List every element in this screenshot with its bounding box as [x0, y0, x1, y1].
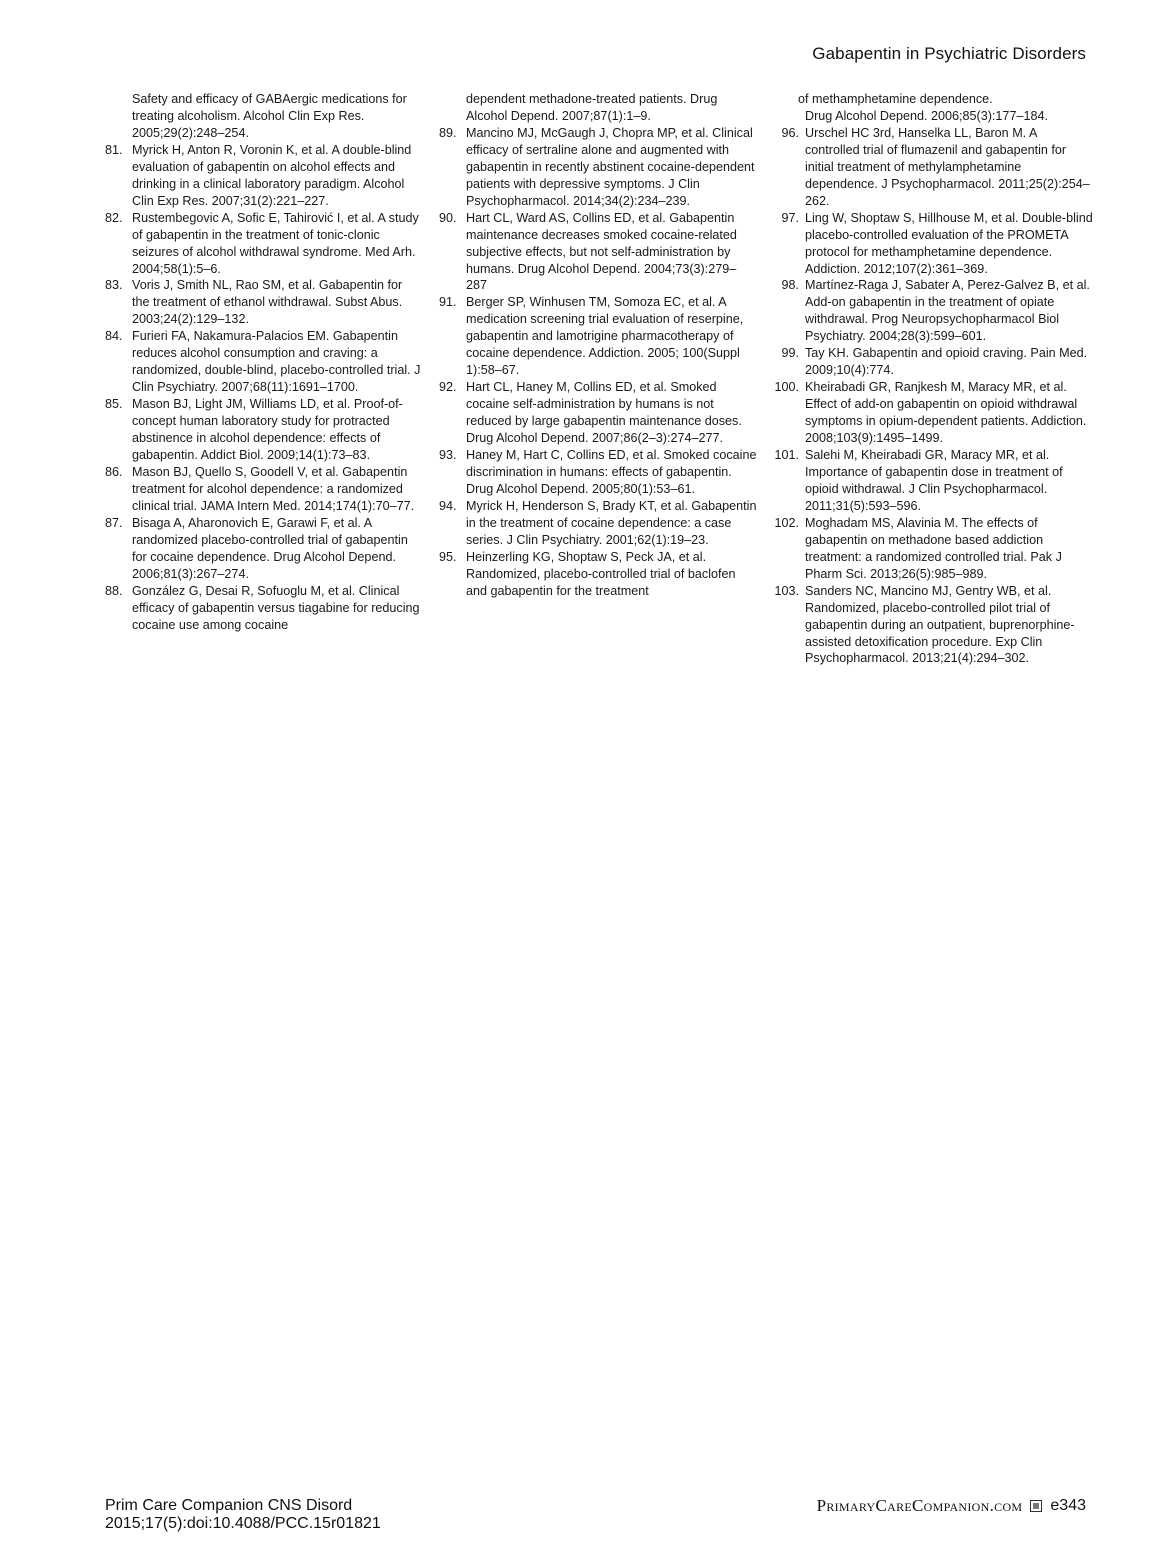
reference-item — [772, 277, 1094, 345]
reference-number: 102. — [774, 515, 799, 530]
reference-number: 99. — [781, 346, 799, 361]
reference-text: Tay KH. Gabapentin and opioid craving. Pain Med. 2009;10(4):774. — [805, 346, 1088, 378]
reference-number: 88. — [105, 583, 123, 598]
reference-text: Mancino MJ, McGaugh J, Chopra MP, et al. Clinical efficacy of sertraline alone and augmented with gabapentin in recently abstinent cocaine-dependent patients with depressive symptoms. J Clin Psychopharmacol. 2014;34(2):234–239. — [466, 125, 755, 208]
reference-item — [105, 515, 423, 583]
reference-number: 101. — [774, 448, 799, 463]
footer-citation-block — [105, 1497, 381, 1533]
reference-item — [772, 125, 1094, 210]
reference-item — [439, 447, 757, 498]
reference-number: 83. — [105, 278, 123, 293]
reference-text: Sanders NC, Mancino MJ, Gentry WB, et al. Randomized, placebo-controlled pilot trial of gabapentin during an outpatient, buprenorphine-assisted detoxification procedure. Exp Clin Psychopharmacol. 2013;21(4):294–302. — [805, 583, 1075, 666]
reference-item — [105, 396, 423, 464]
footer-site: PrimaryCareCompanion.com — [816, 1496, 1023, 1515]
reference-text: Martínez-Raga J, Sabater A, Perez-Galvez B, et al. Add-on gabapentin in the treatment of opiate withdrawal. Prog Neuropsychopharmacol Biol Psychiatry. 2004;28(3):599–601. — [805, 278, 1090, 344]
reference-column-2 — [439, 91, 757, 600]
reference-text: Kheirabadi GR, Ranjkesh M, Maracy MR, et al. Effect of add-on gabapentin on opioid withdrawal symptoms in opium-dependent patients. Addiction. 2008;103(9):1495–1499. — [805, 380, 1087, 446]
reference-continuation: dependent methadone-treated patients. Drug Alcohol Depend. 2007;87(1):1–9. — [466, 92, 718, 123]
reference-continuation: of methamphetamine dependence. — [798, 92, 993, 106]
reference-text: Mason BJ, Quello S, Goodell V, et al. Gabapentin treatment for alcohol dependence: a randomized clinical trial. JAMA Intern Med. 2014;174(1):70–77. — [132, 464, 415, 513]
reference-item — [105, 464, 423, 515]
reference-number: 93. — [439, 448, 457, 463]
reference-item — [439, 210, 757, 295]
reference-item — [105, 277, 423, 328]
reference-number: 97. — [781, 210, 799, 225]
reference-text: Heinzerling KG, Shoptaw S, Peck JA, et al. Randomized, placebo-controlled trial of baclofen and gabapentin for the treatment — [466, 549, 736, 598]
reference-text: Salehi M, Kheirabadi GR, Maracy MR, et al. Importance of gabapentin dose in treatment of opioid withdrawal. J Clin Psychopharmacol. 2011;31(5):593–596. — [805, 448, 1063, 513]
reference-item — [439, 294, 757, 379]
reference-text: Hart CL, Ward AS, Collins ED, et al. Gabapentin maintenance decreases smoked cocaine-related subjective effects, but not self-administration by humans. Drug Alcohol Depend. 2004;73(3):279–287 — [466, 210, 737, 293]
reference-number: 90. — [439, 210, 457, 225]
reference-text: Myrick H, Henderson S, Brady KT, et al. Gabapentin in the treatment of cocaine dependence: a case series. J Clin Psychiatry. 2001;62(1):19–23. — [466, 498, 757, 547]
reference-item — [105, 210, 423, 278]
reference-number: 98. — [781, 278, 799, 293]
reference-number: 95. — [439, 549, 457, 564]
reference-text: Ling W, Shoptaw S, Hillhouse M, et al. Double-blind placebo-controlled evaluation of the PROMETA protocol for methamphetamine dependence. Addiction. 2012;107(2):361–369. — [805, 210, 1093, 276]
footer-journal: Prim Care Companion CNS Disord — [105, 1497, 353, 1514]
reference-item — [772, 515, 1094, 583]
reference-item — [772, 583, 1094, 668]
reference-text: Voris J, Smith NL, Rao SM, et al. Gabapentin for the treatment of ethanol withdrawal. Subst Abus. 2003;24(2):129–132. — [132, 278, 403, 327]
reference-text: Bisaga A, Aharonovich E, Garawi F, et al. A randomized placebo-controlled trial of gabapentin for cocaine dependence. Drug Alcohol Depend. 2006;81(3):267–274. — [132, 515, 408, 581]
reference-item — [105, 583, 423, 634]
reference-text: Haney M, Hart C, Collins ED, et al. Smoked cocaine discrimination in humans: effects of gabapentin. Drug Alcohol Depend. 2005;80(1):53–61. — [466, 448, 757, 496]
reference-item — [772, 210, 1094, 278]
reference-number: 85. — [105, 397, 123, 412]
reference-text: Urschel HC 3rd, Hanselka LL, Baron M. A controlled trial of flumazenil and gabapentin for initial treatment of methylamphetamine dependence. J Psychopharmacol. 2011;25(2):254–262. — [805, 125, 1090, 208]
reference-item — [772, 379, 1094, 447]
reference-item — [772, 345, 1094, 379]
reference-number: 89. — [439, 125, 457, 140]
reference-item — [439, 549, 757, 600]
reference-number: 103. — [774, 583, 799, 598]
reference-item — [105, 142, 423, 210]
reference-number: 86. — [105, 464, 123, 479]
reference-item — [439, 125, 757, 210]
reference-number: 92. — [439, 380, 457, 395]
reference-item — [105, 328, 423, 396]
reference-column-1 — [105, 91, 423, 634]
footer-citation: 2015;17(5):doi:10.4088/PCC.15r01821 — [105, 1515, 381, 1532]
reference-number: 81. — [105, 142, 123, 157]
running-title: Gabapentin in Psychiatric Disorders — [812, 44, 1086, 63]
reference-text: Rustembegovic A, Sofic E, Tahirović I, et al. A study of gabapentin in the treatment of tonic-clonic seizures of alcohol withdrawal syndrome. Med Arh. 2004;58(1):5–6. — [132, 210, 419, 276]
reference-text: Moghadam MS, Alavinia M. The effects of gabapentin on methadone based addiction treatment: a randomized controlled trial. Pak J Pharm Sci. 2013;26(5):985–989. — [805, 515, 1062, 581]
reference-continuation: Safety and efficacy of GABAergic medications for treating alcoholism. Alcohol Clin Exp Res. 2005;29(2):248–254. — [132, 92, 407, 140]
reference-number: 91. — [439, 295, 457, 310]
reference-number: 96. — [781, 125, 799, 140]
reference-number: 84. — [105, 329, 123, 344]
reference-text: Hart CL, Haney M, Collins ED, et al. Smoked cocaine self-administration by humans is not reduced by large gabapentin maintenance doses. Drug Alcohol Depend. 2007;86(2–3):274–277. — [466, 380, 742, 446]
reference-text: Mason BJ, Light JM, Williams LD, et al. Proof-of-concept human laboratory study for protracted abstinence in alcohol dependence: effects of gabapentin. Addict Biol. 2009;14(1):73–83. — [132, 397, 403, 463]
reference-text: Berger SP, Winhusen TM, Somoza EC, et al. A medication screening trial evaluation of reserpine, gabapentin and lamotrigine pharmacotherapy of cocaine dependence. Addiction. 2005; 100(Suppl 1):58–67. — [466, 295, 744, 378]
reference-text: Myrick H, Anton R, Voronin K, et al. A double-blind evaluation of gabapentin on alcohol effects and drinking in a clinical laboratory paradigm. Alcohol Clin Exp Res. 2007;31(2):221–227. — [132, 142, 412, 208]
reference-number: 100. — [774, 380, 799, 395]
page-number: e343 — [1050, 1497, 1086, 1514]
reference-item — [772, 447, 1094, 515]
reference-number: 82. — [105, 210, 123, 225]
reference-text: Furieri FA, Nakamura-Palacios EM. Gabapentin reduces alcohol consumption and craving: a randomized, double-blind, placebo-controlled trial. J Clin Psychiatry. 2007;68(11):1691–1700. — [132, 329, 421, 395]
reference-item — [439, 498, 757, 549]
reference-continuation: Drug Alcohol Depend. 2006;85(3):177–184. — [805, 108, 1048, 123]
reference-item — [439, 379, 757, 447]
footer-site-block — [817, 1497, 1086, 1515]
reference-text: González G, Desai R, Sofuoglu M, et al. Clinical efficacy of gabapentin versus tiagabine for reducing cocaine use among cocaine — [132, 583, 420, 632]
reference-number: 87. — [105, 515, 123, 530]
square-separator-icon — [1030, 1500, 1042, 1512]
reference-column-3 — [772, 91, 1094, 667]
reference-number: 94. — [439, 498, 457, 513]
